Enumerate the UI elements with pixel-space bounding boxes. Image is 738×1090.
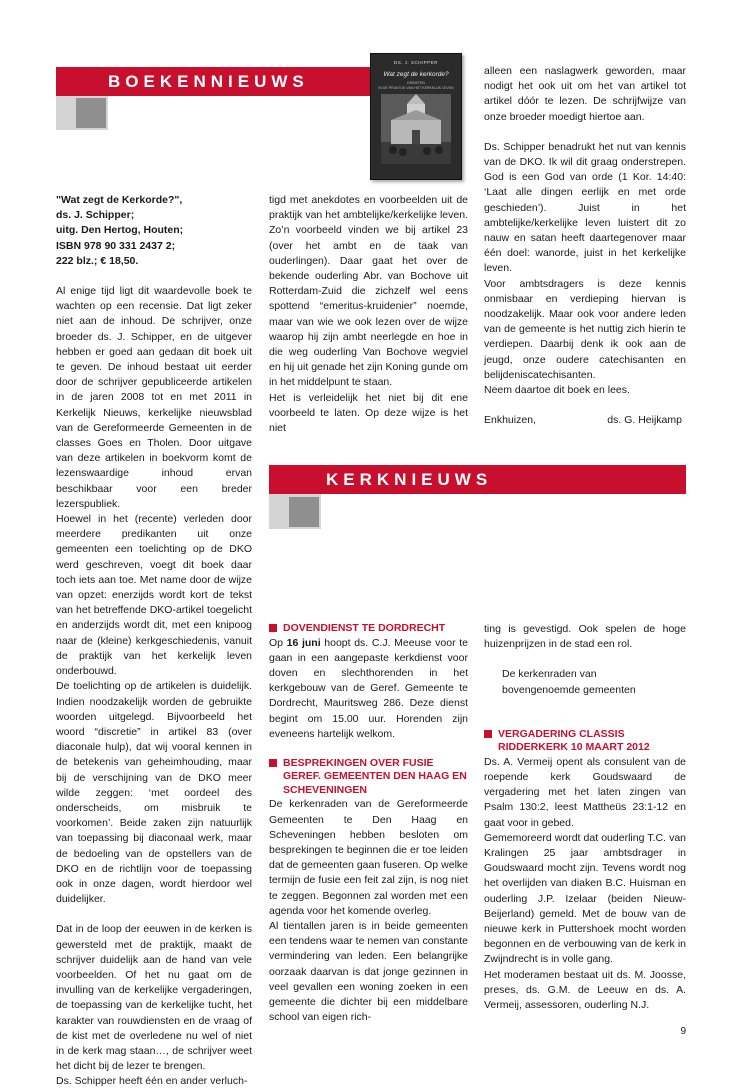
paragraph: Het moderamen bestaat uit ds. M. Joosse, preses, ds. G.M. de Leeuw en ds. A. Vermeij, assessoren, ouderling N.J. [484, 968, 686, 1012]
book-cover-subtitle: DIENSTEN [407, 81, 425, 85]
book-cover-author: DS. J. SCHIPPER [393, 60, 438, 65]
signature-name: ds. G. Heijkamp [607, 414, 682, 427]
paragraph: Hoewel in het (recente) verleden door meerdere predikanten uit onze gemeenten een toelichting op de DKO werd geschreven, voegt dit boek daar toch iets aan toe. Met name door de wijze van opzet: enerzijds wordt kort de tekst van het betreffende DKO-artikel toegelicht en anderzijds wordt dit, met een knipoog naar de (kleine) kerkgeschiedenis, vanuit de praktijk van het kerkelijk leven onderbouwd. [56, 513, 252, 678]
book-cover-image [370, 53, 462, 180]
kerknieuws-column-2 [269, 622, 468, 1025]
paragraph: De toelichting op de artikelen is duidelijk. Indien noodzakelijk worden de gebruikte woorden uitgelegd. Bijvoorbeeld het woord “discretie” in artikel 83 (over diaconale hulp), dat wij vooral kennen in de betekenis van geheimhouding, maar bij de verschijning van de DKO meer wilde zeggen: ‘met oordeel des onderscheids, om misbruik te voorkomen’. Beide zaken zijn natuurlijk van toepassing bij diaconaal werk, maar de bedoeling van de opstellers van de DKO en de richtlijn voor de toepassing ook in onze dagen, wordt hierdoor wel duidelijker. [56, 680, 252, 906]
paragraph: Op 16 juni hoopt ds. C.J. Meeuse voor te gaan in een aangepaste kerkdienst voor doven en slechthorenden in het kerkgebouw van de Geref. Gemeente te Dordrecht, Mauritsweg 286. Deze dienst begint om 15.00 uur. Horenden zijn eveneens hartelijk welkom. [269, 636, 468, 740]
signature [484, 413, 686, 428]
section-header-boekennieuws: BOEKENNIEUWS [56, 67, 370, 96]
heading-classis: VERGADERING CLASSIS RIDDERKERK 10 MAART 2012 [484, 728, 686, 755]
square-bullet-icon [269, 759, 277, 767]
book-meta-publisher: uitg. Den Hertog, Houten; [56, 224, 184, 237]
heading-fusie: BESPREKINGEN OVER FUSIE GEREF. GEMEENTEN DEN HAAG EN SCHEVENINGEN [269, 757, 468, 798]
book-meta-author: ds. J. Schipper; [56, 209, 135, 222]
paragraph: tigd met anekdotes en voorbeelden uit de praktijk van het ambtelijke/kerkelijke leven. Zo’n voorbeeld vinden we bij artikel 23 (over het ambt en de taak van ouderlingen). Daar gaat het over de bekende ouderling Abr. van Bochove uit Rotterdam-Zuid die zichzelf wel eens spottend “emeritus-kruidenier” noemde, maar van wie we ook lezen over de wijze waarop hij zijn ambt neerlegde en hoe in die weg ouderling Van Bochove wegviel en hij uit genade het zijn Koning gunde om in het middelpunt te staan. [269, 194, 468, 389]
article-column-3 [484, 64, 686, 428]
paragraph: Voor ambtsdragers is deze kennis onmisbaar en verdieping hiervan is noodzakelijk. Maar ook voor andere leden van de gemeente is het nuttig zich hierin te verdiepen. Daarbij denk ik ook aan de jeugd, onze oudere catechisanten en belijdeniscatechisanten. [484, 277, 686, 381]
paragraph: Gememoreerd wordt dat ouderling T.C. van Kralingen 25 jaar ambtsdrager in Goudswaard mocht zijn. Tevens wordt nog het overlijden van diaken B.C. Huisman en ouderling J.P. Izelaar (beiden Nieuw-Beijerland) gemeld. Met de bouw van de nieuwe kerk in Puttershoek mocht worden begonnen en de verbouwing van de kerk in Zwijndrecht is in volle gang. [484, 831, 686, 966]
square-bullet-icon [484, 730, 492, 738]
fusie-signature-line: De kerkenraden van [502, 668, 597, 681]
book-cover-title: Wat zegt de kerkorde? [383, 71, 449, 78]
book-meta-price: 222 blz.; € 18,50. [56, 254, 139, 267]
book-cover-subtitle: IN DE PRAKTIJK VAN HET KERKELIJK LEVEN [378, 85, 454, 90]
paragraph: Het is verleidelijk het niet bij dit ene voorbeeld te laten. Op deze wijze is het niet [269, 391, 468, 435]
paragraph: Al enige tijd ligt dit waardevolle boek te wachten op een recensie. Dat ligt zeker niet aan de inhoud. De schrijver, onze broeder ds. J. Schipper, en de uitgever hebben er goed aan gedaan dit boek uit te geven. De inhoud bestaat uit eerder door de schrijver gepubliceerde artikelen in de jaren 2008 tot en met 2011 in Kerkelijk Nieuws, kerkelijke nieuwsblad van de Gereformeerde Gemeenten in de classes Goes en Tholen. Door uitgave van deze artikelen in boekvorm komt de lezenswaardige inhoud ervan beschikbaar voor een breder lezerspubliek. [56, 285, 252, 510]
book-meta-isbn: ISBN 978 90 331 2437 2; [56, 239, 176, 252]
paragraph: alleen een naslagwerk geworden, maar nodigt het ook uit om het van artikel tot artikel dóór te lezen. De schrijfwijze van onze broeder moedigt hiertoe aan. [484, 65, 686, 123]
fusie-signature-line: bovengenoemde gemeenten [502, 683, 636, 696]
page-number: 9 [680, 1026, 686, 1037]
paragraph: Dat in de loop der eeuwen in de kerken is gewersteld met de praktijk, maakt de schrijver duidelijk aan de hand van vele voorbeelden. Of het nu gaat om de invulling van de kerkelijke vergaderingen, de toepassing van de kerkelijke tucht, het karakter van rouwdiensten en de vraag of de kist met de overledene nu wel of niet in de kerk mag staan…, de schrijver weet het dicht bij de lezer te brengen. [56, 923, 252, 1073]
paragraph: Ds. Schipper heeft één en ander verluch- [56, 1075, 248, 1088]
heading-dovendienst: DOVENDIENST TE DORDRECHT [269, 622, 468, 636]
decorative-square-dark [289, 497, 319, 527]
kerknieuws-column-3 [484, 622, 686, 1013]
section-header-kerknieuws: KERKNIEUWS [269, 465, 686, 494]
paragraph: Ds. Schipper benadrukt het nut van kennis van de DKO. Ik wil dit graag onderstrepen. God is een God van orde (1 Kor. 14:40: ‘Laat alle dingen eerlijk en met orde geschieden’). Juist in het ambtelijke/kerkelijke leven luistert dit zo nauw en satan heeft daartegenover maar één doel: wanorde, juist in het kerkelijke leven. [484, 140, 686, 275]
decorative-square-dark [76, 98, 106, 128]
date-highlight: 16 juni [286, 636, 321, 649]
paragraph: Ds. A. Vermeij opent als consulent van de roepende kerk Goudswaard de vergadering met het laten zingen van Psalm 130:2, leest Mattheüs 23:1-12 en gaat voor in gebed. [484, 755, 686, 829]
signature-place: Enkhuizen, [484, 414, 536, 427]
church-photo [381, 94, 451, 164]
book-meta-title: "Wat zegt de Kerkorde?", [56, 194, 183, 206]
article-column-1 [56, 193, 252, 1090]
paragraph: Neem daartoe dit boek en lees. [484, 384, 630, 397]
paragraph: Al tientallen jaren is in beide gemeenten een tendens waar te nemen van constante vermindering van leden. Een belangrijke oorzaak daarvan is dat jonge gezinnen in veel gevallen een woning zoeken in een gemeente die dichter bij een middelbare school van eigen rich- [269, 920, 468, 1024]
square-bullet-icon [269, 624, 277, 632]
article-column-2 [269, 193, 468, 436]
book-metadata [56, 193, 252, 269]
paragraph: ting is gevestigd. Ook spelen de hoge huizenprijzen in de stad een rol. [484, 623, 686, 651]
paragraph: De kerkenraden van de Gereformeerde Gemeenten te Den Haag en Scheveningen hebben besloten om besprekingen te beginnen die er toe leiden dat de gemeenten gaan fuseren. Op welke termijn de fusie een feit zal zijn, is nog niet te zeggen. Begonnen zal worden met een agenda voor het komende overleg. [269, 798, 468, 917]
